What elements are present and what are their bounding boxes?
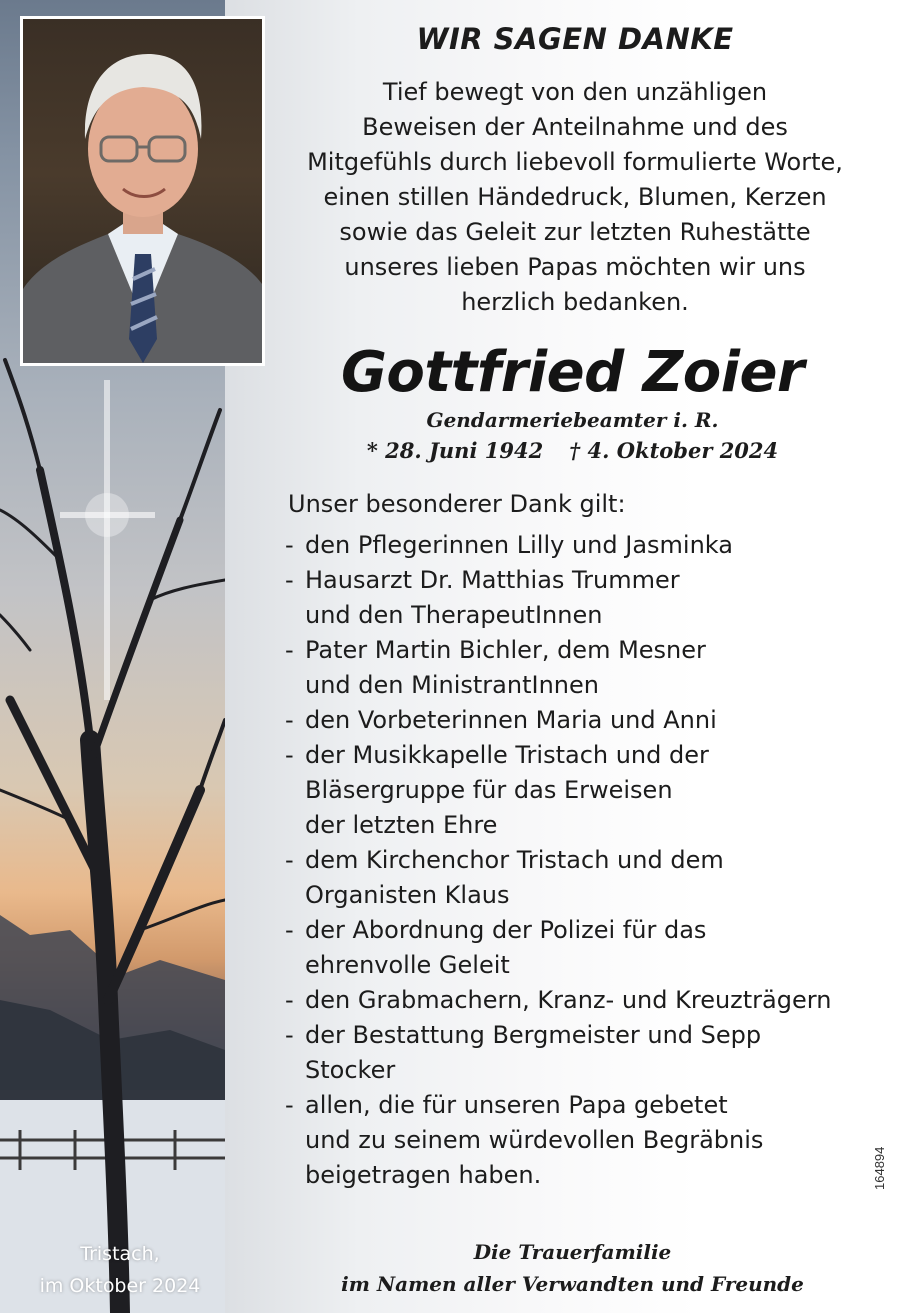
page-title: WIR SAGEN DANKE — [416, 22, 734, 56]
date-line: im Oktober 2024 — [39, 1275, 201, 1297]
list-item-line: der letzten Ehre — [305, 811, 498, 839]
intro-line: Mitgefühls durch liebevoll formulierte Worte, — [307, 148, 843, 176]
place-and-date — [30, 1238, 210, 1302]
list-item-line: allen, die für unseren Papa gebetet — [305, 1091, 728, 1119]
list-dash: - — [285, 1091, 294, 1119]
intro-line: sowie das Geleit zur letzten Ruhestätte — [339, 218, 811, 246]
signoff-line: im Namen aller Verwandten und Freunde — [341, 1272, 804, 1296]
list-item-line: der Abordnung der Polizei für das — [305, 916, 707, 944]
birth-date: * 28. Juni 1942 — [366, 438, 544, 463]
list-dash: - — [285, 741, 294, 769]
list-item-line: und zu seinem würdevollen Begräbnis — [305, 1126, 764, 1154]
death-date: † 4. Oktober 2024 — [569, 438, 779, 463]
intro-text — [275, 75, 875, 320]
list-item-line: dem Kirchenchor Tristach und dem — [305, 846, 724, 874]
list-item — [285, 633, 885, 703]
list-item-line: und den MinistrantInnen — [305, 671, 599, 699]
signoff — [290, 1236, 855, 1300]
list-item — [285, 843, 885, 913]
intro-line: Tief bewegt von den unzähligen — [382, 78, 768, 106]
list-item — [285, 703, 885, 738]
list-item-line: den Vorbeterinnen Maria und Anni — [305, 706, 717, 734]
thanks-heading: Unser besonderer Dank gilt: — [288, 490, 626, 518]
list-item — [285, 738, 885, 843]
list-dash: - — [285, 706, 294, 734]
list-item-line: der Bestattung Bergmeister und Sepp — [305, 1021, 762, 1049]
list-dash: - — [285, 636, 294, 664]
list-item — [285, 1088, 885, 1193]
list-item — [285, 563, 885, 633]
list-dash: - — [285, 566, 294, 594]
list-dash: - — [285, 1021, 294, 1049]
deceased-name: Gottfried Zoier — [340, 340, 805, 405]
ad-id: 164894 — [872, 1146, 887, 1190]
list-item — [285, 913, 885, 983]
intro-line: herzlich bedanken. — [461, 288, 689, 316]
list-item-line: beigetragen haben. — [305, 1161, 542, 1189]
thanks-list — [285, 528, 885, 1193]
deceased-profession: Gendarmeriebeamter i. R. — [426, 408, 719, 432]
list-dash: - — [285, 986, 294, 1014]
list-item — [285, 983, 885, 1018]
life-dates — [290, 438, 855, 463]
list-item-line: Stocker — [305, 1056, 396, 1084]
list-item-line: Hausarzt Dr. Matthias Trummer — [305, 566, 680, 594]
portrait-illustration — [23, 19, 262, 363]
list-item — [285, 528, 885, 563]
intro-line: Beweisen der Anteilnahme und des — [362, 113, 788, 141]
list-item-line: und den TherapeutInnen — [305, 601, 603, 629]
list-item-line: der Musikkapelle Tristach und der — [305, 741, 709, 769]
list-item-line: den Grabmachern, Kranz- und Kreuzträgern — [305, 986, 832, 1014]
list-dash: - — [285, 916, 294, 944]
list-item-line: den Pflegerinnen Lilly und Jasminka — [305, 531, 733, 559]
list-item-line: Organisten Klaus — [305, 881, 510, 909]
intro-line: unseres lieben Papas möchten wir uns — [344, 253, 806, 281]
place-line: Tristach, — [80, 1243, 160, 1265]
signoff-line: Die Trauerfamilie — [473, 1240, 672, 1264]
list-item-line: Bläsergruppe für das Erweisen — [305, 776, 673, 804]
list-dash: - — [285, 531, 294, 559]
intro-line: einen stillen Händedruck, Blumen, Kerzen — [323, 183, 827, 211]
list-item-line: Pater Martin Bichler, dem Mesner — [305, 636, 706, 664]
list-item-line: ehrenvolle Geleit — [305, 951, 510, 979]
portrait-photo — [20, 16, 265, 366]
list-item — [285, 1018, 885, 1088]
list-dash: - — [285, 846, 294, 874]
